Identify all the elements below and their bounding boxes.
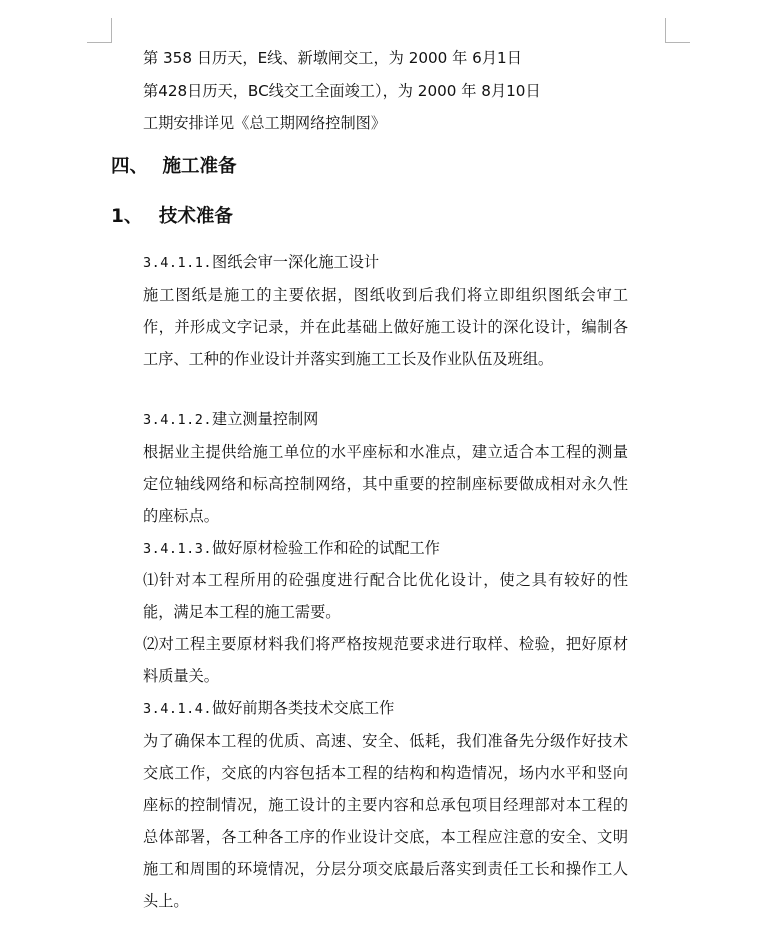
subsection-heading (111, 205, 233, 229)
item-paragraph: ⑴针对本工程所用的砼强度进行配合比优化设计，使之具有较好的性能，满足本工程的施工需要。 (143, 571, 628, 621)
item-heading (143, 698, 394, 719)
item-title: 建立测量控制网 (212, 410, 319, 428)
item-title: 做好原材检验工作和砼的试配工作 (212, 539, 440, 557)
page-corner-mark-left (87, 18, 112, 43)
item-paragraph: ⑵对工程主要原材料我们将严格按规范要求进行取样、检验，把好原材料质量关。 (143, 635, 628, 685)
page-corner-mark-right (665, 18, 690, 43)
item-heading (143, 538, 440, 559)
item-title: 做好前期各类技术交底工作 (212, 699, 395, 717)
item-paragraph: 根据业主提供给施工单位的水平座标和水准点，建立适合本工程的测量定位轴线网络和标高控制网络，其中重要的控制座标要做成相对永久性的座标点。 (143, 443, 628, 525)
item-title: 图纸会审一深化施工设计 (212, 253, 380, 271)
item-number: 3.4.1.4. (143, 701, 213, 717)
subsection-number: 1、 (111, 206, 143, 227)
schedule-line-3: 工期安排详见《总工期网络控制图》 (143, 114, 386, 132)
schedule-line-1: 第 358 日历天，E线、新墩闸交工，为 2000 年 6月1日 (143, 49, 522, 67)
item-heading (143, 252, 379, 273)
section-title: 施工准备 (162, 156, 237, 177)
section-heading (111, 155, 236, 179)
item-heading (143, 409, 318, 430)
item-number: 3.4.1.1. (143, 255, 213, 271)
schedule-line-2: 第428日历天，BC线交工全面竣工），为 2000 年 8月10日 (143, 82, 541, 100)
item-paragraph: 施工图纸是施工的主要依据，图纸收到后我们将立即组织图纸会审工作，并形成文字记录，并在此基础上做好施工设计的深化设计，编制各工序、工种的作业设计并落实到施工工长及作业队伍及班组。 (143, 286, 628, 368)
subsection-title: 技术准备 (158, 206, 233, 227)
item-paragraph: 为了确保本工程的优质、高速、安全、低耗，我们准备先分级作好技术交底工作，交底的内容包括本工程的结构和构造情况，场内水平和竖向座标的控制情况，施工设计的主要内容和总承包项目经理部对本工程的总体部署，各工种各工序的作业设计交底，本工程应注意的安全、文明施工和周围的环境情况，分层分项交底最后落实到责任工长和操作工人头上。 (143, 732, 628, 910)
section-number: 四、 (111, 156, 149, 177)
item-number: 3.4.1.3. (143, 541, 213, 557)
item-number: 3.4.1.2. (143, 412, 213, 428)
